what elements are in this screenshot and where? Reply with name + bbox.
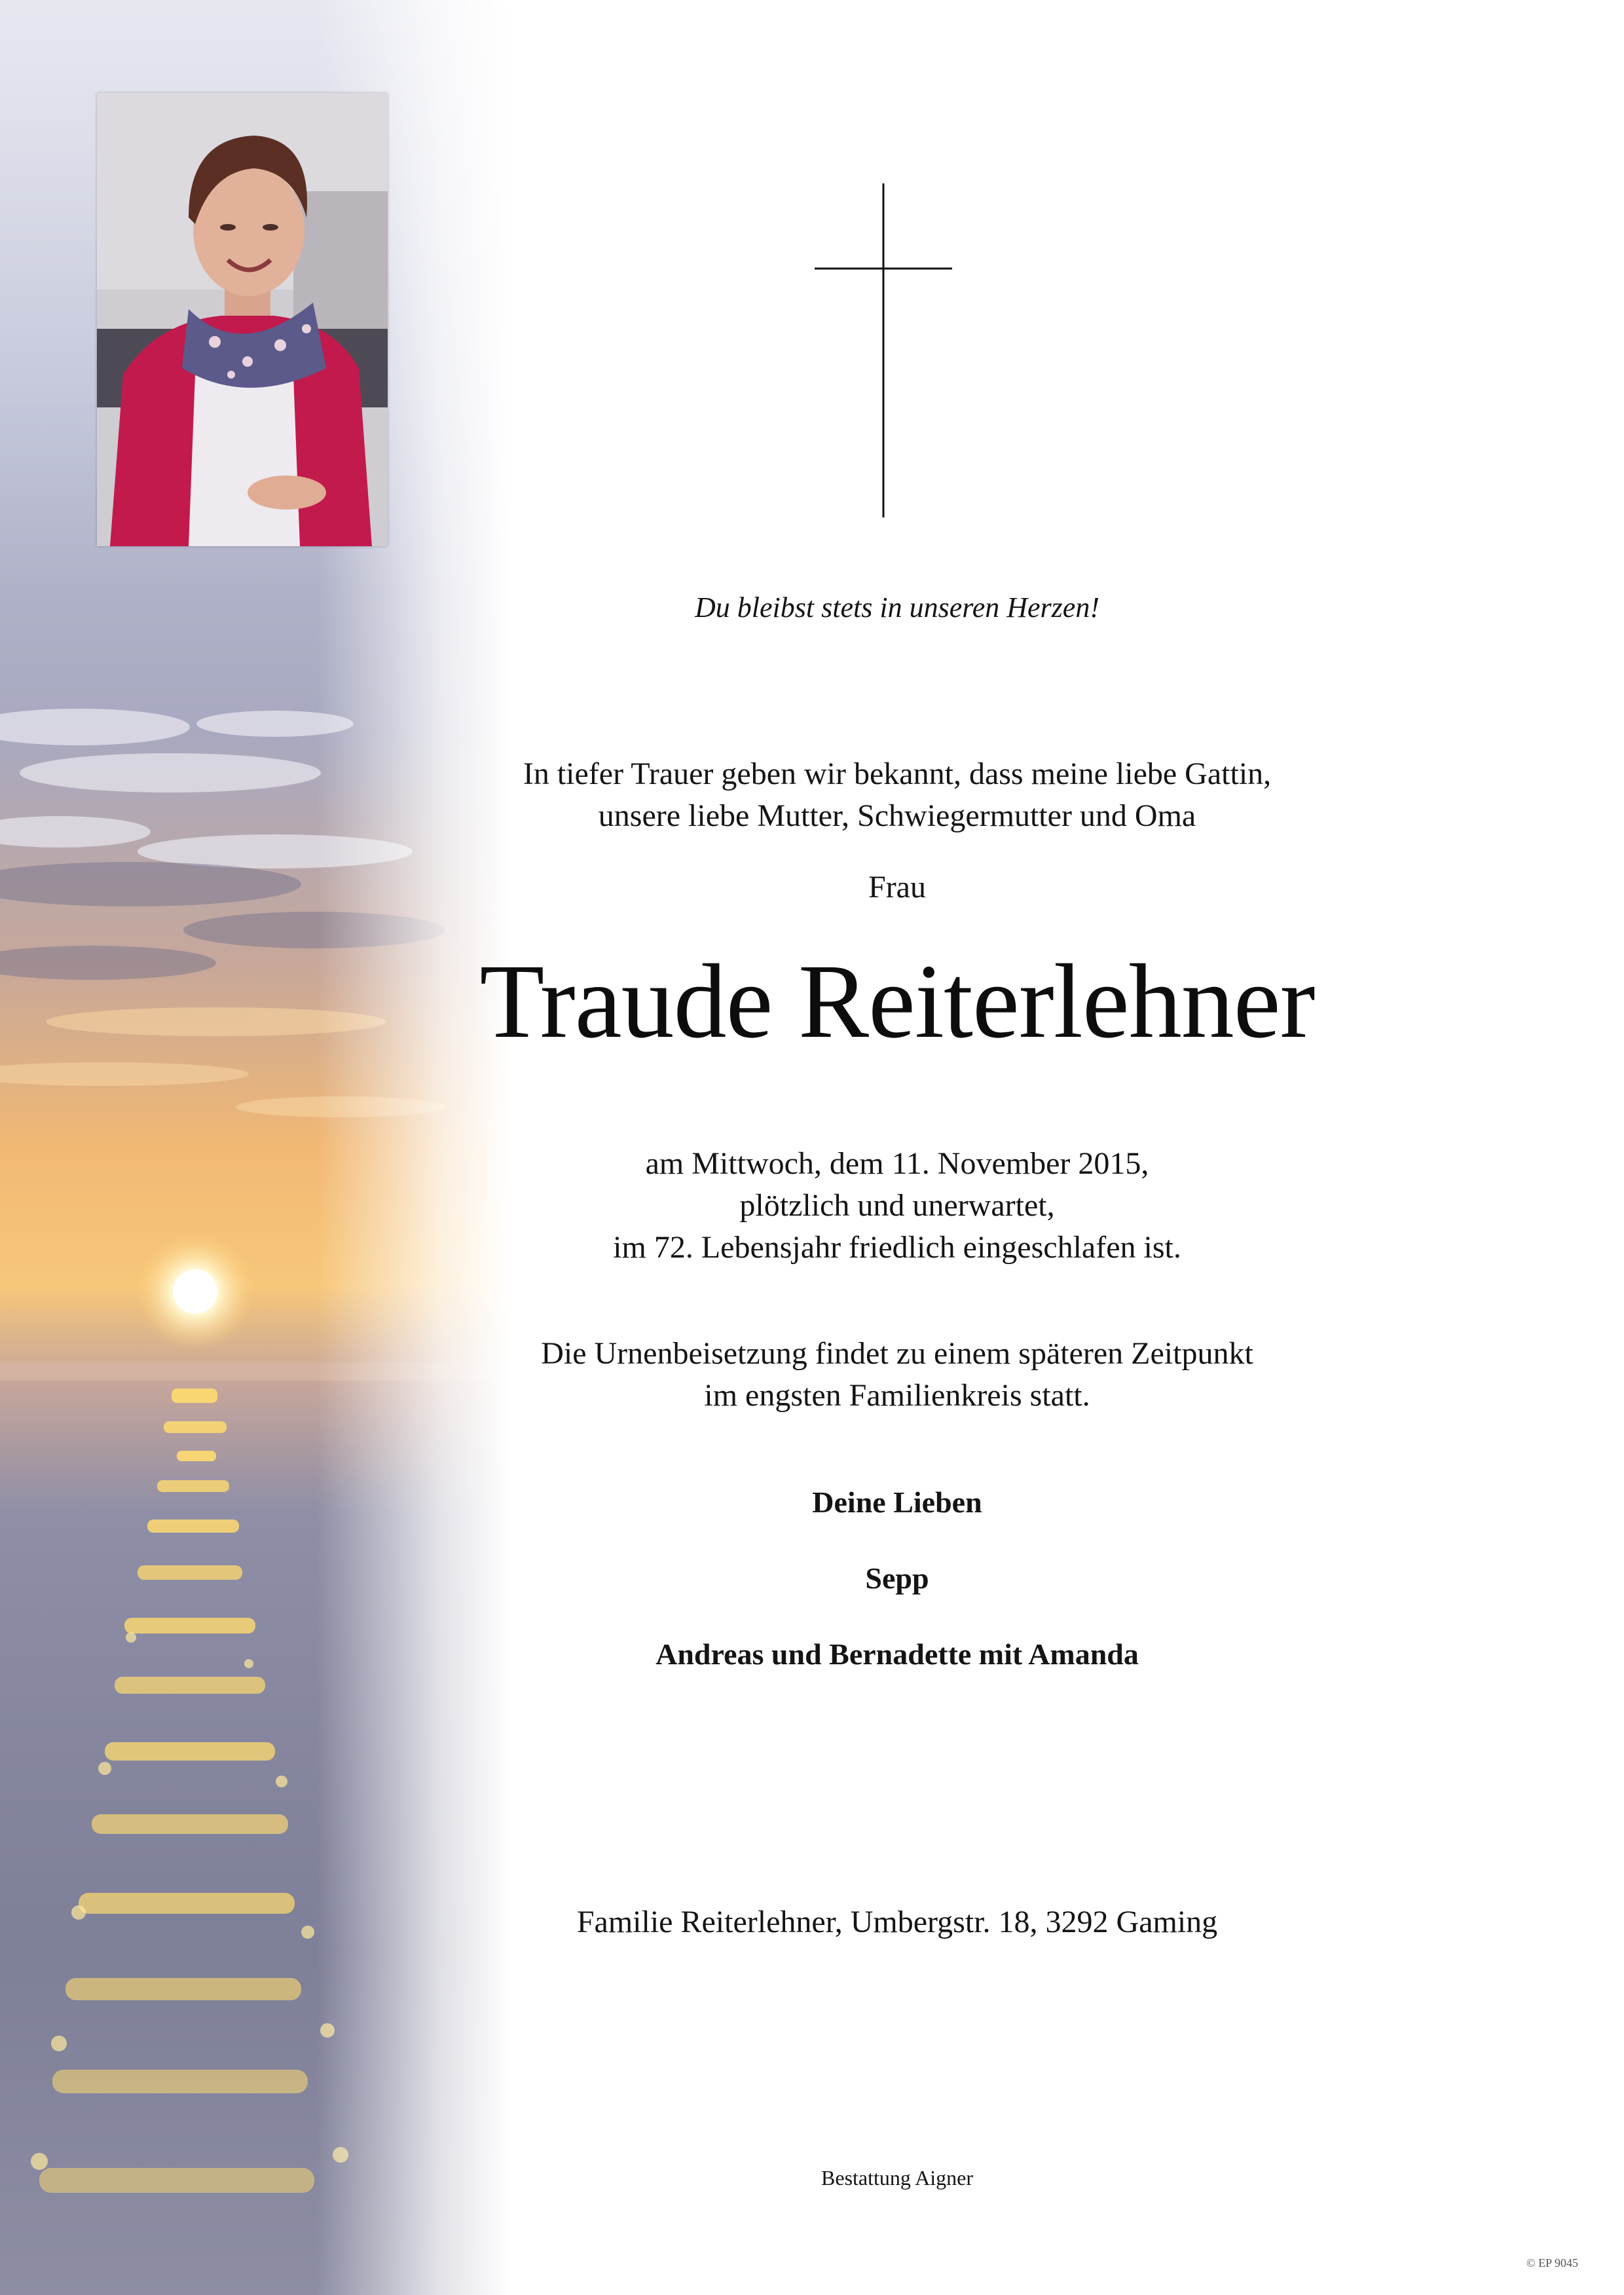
- announcement-line: In tiefer Trauer geben wir bekannt, dass meine liebe Gattin,: [523, 756, 1272, 791]
- undertaker: Bestattung Aigner: [821, 2166, 973, 2190]
- mourners: [419, 1483, 1375, 1711]
- salutation: Frau: [868, 870, 926, 905]
- motto: Du bleibst stets in unseren Herzen!: [695, 591, 1099, 624]
- announcement: [419, 753, 1375, 837]
- funeral-info-line: Die Urnenbeisetzung findet zu einem späteren Zeitpunkt: [541, 1336, 1253, 1371]
- reference-code: © EP 9045: [1526, 2256, 1578, 2269]
- family-address: Familie Reiterlehner, Umbergstr. 18, 3292 Gaming: [576, 1905, 1218, 1939]
- death-info-line: plötzlich und unerwartet,: [739, 1188, 1055, 1223]
- mourners-heading: Deine Lieben: [812, 1485, 982, 1519]
- death-info: [419, 1143, 1375, 1269]
- portrait-photo: [97, 93, 388, 546]
- death-info-line: am Mittwoch, dem 11. November 2015,: [645, 1146, 1149, 1181]
- announcement-line: unsere liebe Mutter, Schwiegermutter und Oma: [598, 798, 1196, 833]
- funeral-info-line: im engsten Familienkreis statt.: [704, 1378, 1090, 1413]
- mourner-name: Sepp: [865, 1561, 929, 1595]
- deceased-name: Traude Reiterlehner: [479, 943, 1315, 1060]
- funeral-info: [419, 1333, 1375, 1417]
- mourner-name: Andreas und Bernadette mit Amanda: [655, 1637, 1139, 1671]
- cross-icon: [815, 183, 952, 517]
- death-info-line: im 72. Lebensjahr friedlich eingeschlafen ist.: [613, 1230, 1181, 1265]
